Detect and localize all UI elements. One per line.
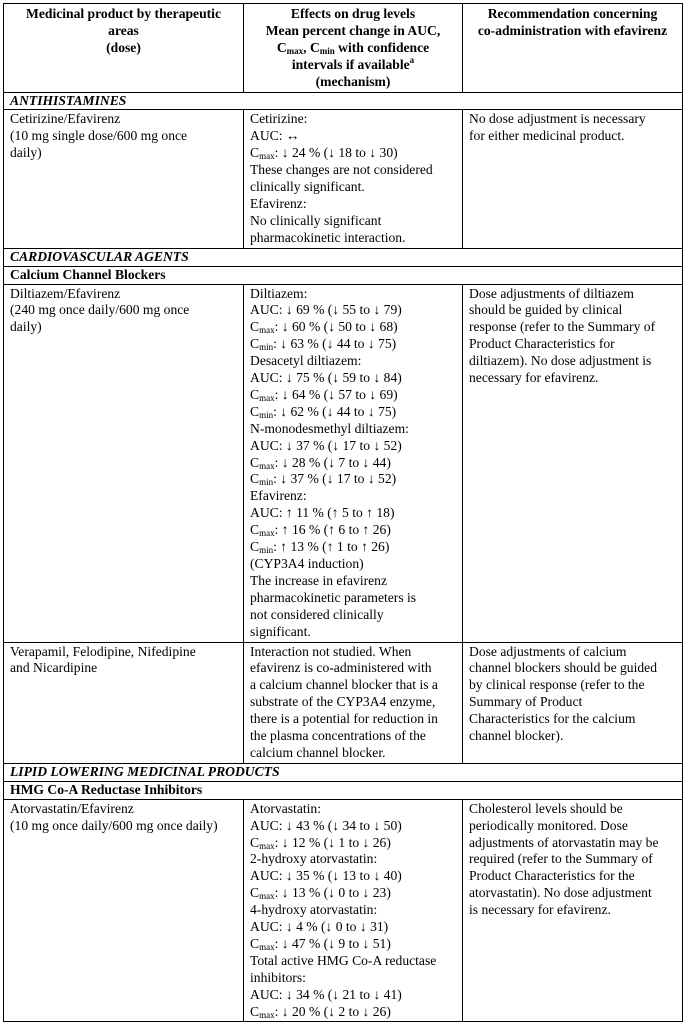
max-sub: max [259, 151, 275, 162]
auc-value: AUC: ↓ 43 % (↓ 34 to ↓ 50) [250, 817, 402, 833]
recommendation-line: Summary of Product [469, 694, 583, 710]
recommendation-line: is necessary for efavirenz. [469, 902, 611, 918]
drug-label: 2-hydroxy atorvastatin: [250, 851, 378, 867]
header-product-line1: Medicinal product by therapeutic [26, 6, 221, 21]
product-dose: daily) [10, 145, 42, 161]
recommendation-line: required (refer to the Summary of [469, 851, 653, 867]
section-cardiovascular: CARDIOVASCULAR AGENTS [4, 248, 683, 266]
min-sub: min [259, 477, 274, 488]
section-antihistamines: ANTIHISTAMINES [4, 92, 683, 110]
c-label: C [250, 145, 260, 161]
c-label: C [250, 539, 260, 555]
header-effects-tail: with confidence [334, 39, 430, 55]
recommendation-line: Product Characteristics for the [469, 868, 635, 884]
recommendation-cell [463, 284, 683, 642]
product-name: Atorvastatin/Efavirenz [10, 800, 134, 816]
c-label: C [276, 39, 287, 55]
c-label: C [250, 885, 260, 901]
recommendation-line: periodically monitored. Dose [469, 817, 628, 833]
max-sub: max [286, 45, 304, 56]
max-sub: max [259, 840, 275, 851]
subsection-row [4, 266, 683, 284]
drug-label: Efavirenz: [250, 195, 307, 211]
recommendation-line: No dose adjustment is necessary [469, 111, 646, 127]
c-label: C [250, 386, 260, 402]
max-sub: max [259, 891, 275, 902]
product-cell [4, 110, 244, 248]
recommendation-line: should be guided by clinical [469, 302, 623, 318]
cmax-line [250, 145, 456, 162]
product-dose: (10 mg once daily/600 mg once daily) [10, 817, 218, 833]
cmax-line [250, 455, 456, 472]
cmax-value: : ↓ 60 % (↓ 50 to ↓ 68) [274, 319, 398, 335]
effects-line: substrate of the CYP3A4 enzyme, [250, 694, 436, 710]
max-sub: max [259, 941, 275, 952]
auc-value: AUC: ↔ [250, 128, 300, 144]
recommendation-line: channel blocker). [469, 728, 564, 744]
effects-line: efavirenz is co-administered with [250, 660, 432, 676]
note: not considered clinically [250, 606, 384, 622]
recommendation-line: diltiazem). No dose adjustment is [469, 353, 652, 369]
min-sub: min [259, 545, 274, 556]
cmin-line [250, 404, 456, 421]
header-effects [244, 4, 463, 93]
product-cell [4, 642, 244, 763]
effects-cell [244, 642, 463, 763]
header-effects-line2: Mean percent change in AUC, [265, 22, 441, 38]
cmax-value: : ↓ 64 % (↓ 57 to ↓ 69) [274, 386, 398, 402]
effects-line: a calcium channel blocker that is a [250, 677, 438, 693]
cmax-value: : ↓ 13 % (↓ 0 to ↓ 23) [274, 885, 391, 901]
drug-label: N-monodesmethyl diltiazem: [250, 420, 409, 436]
cmax-value: : ↓ 20 % (↓ 2 to ↓ 26) [274, 1003, 391, 1019]
max-sub: max [259, 325, 275, 336]
c-label: C [250, 1003, 260, 1019]
header-product-line2: areas [108, 22, 139, 38]
recommendation-cell [463, 642, 683, 763]
interaction-table [3, 3, 683, 1022]
recommendation-line: Characteristics for the calcium [469, 711, 636, 727]
note: pharmacokinetic interaction. [250, 229, 406, 245]
product-cell [4, 799, 244, 1022]
min-sub: min [259, 342, 274, 353]
effects-cell [244, 110, 463, 248]
drug-label: 4-hydroxy atorvastatin: [250, 902, 378, 918]
section-row [4, 763, 683, 781]
cmin-value: : ↓ 37 % (↓ 17 to ↓ 52) [273, 471, 397, 487]
drug-label: Efavirenz: [250, 488, 307, 504]
header-product-line3: (dose) [106, 39, 141, 55]
max-sub: max [259, 392, 275, 403]
drug-label: Total active HMG Co-A reductase [250, 952, 437, 968]
recommendation-cell [463, 799, 683, 1022]
cmin-value: : ↑ 13 % (↑ 1 to ↑ 26) [273, 539, 390, 555]
product-dose: daily) [10, 319, 42, 335]
drug-label: Desacetyl diltiazem: [250, 353, 362, 369]
table-row [4, 110, 683, 248]
auc-value: AUC: ↓ 4 % (↓ 0 to ↓ 31) [250, 919, 389, 935]
effects-cell [244, 284, 463, 642]
note: significant. [250, 623, 311, 639]
recommendation-line: Cholesterol levels should be [469, 800, 623, 816]
mechanism: (CYP3A4 induction) [250, 556, 364, 571]
product-name: Diltiazem/Efavirenz [10, 285, 121, 301]
auc-value: AUC: ↓ 75 % (↓ 59 to ↓ 84) [250, 370, 402, 386]
c-label: C [250, 336, 260, 352]
cmax-line [250, 522, 456, 539]
cmax-line [250, 319, 456, 336]
recommendation-line: atorvastatin). No dose adjustment [469, 885, 652, 901]
comma-c: , C [303, 39, 320, 55]
drug-label: Cetirizine: [250, 111, 308, 127]
section-row [4, 248, 683, 266]
table-row [4, 284, 683, 642]
c-label: C [250, 834, 260, 850]
c-label: C [250, 935, 260, 951]
header-rec-line2: co-administration with efavirenz [477, 22, 668, 38]
effects-line: calcium channel blocker. [250, 744, 386, 760]
product-name: and Nicardipine [10, 660, 98, 676]
max-sub: max [259, 460, 275, 471]
c-label: C [250, 403, 260, 419]
cmax-value: : ↑ 16 % (↑ 6 to ↑ 26) [274, 522, 391, 538]
subsection-hmg: HMG Co-A Reductase Inhibitors [4, 781, 683, 799]
recommendation-line: Product Characteristics for [469, 336, 615, 352]
cmin-line [250, 471, 456, 488]
auc-value: AUC: ↑ 11 % (↑ 5 to ↑ 18) [250, 505, 395, 521]
note: clinically significant. [250, 179, 365, 195]
note: No clinically significant [250, 212, 382, 228]
header-row [4, 4, 683, 93]
header-rec-line1: Recommendation concerning [487, 6, 658, 21]
product-name: Cetirizine/Efavirenz [10, 111, 121, 127]
c-label: C [250, 471, 260, 487]
cmax-value: : ↓ 28 % (↓ 7 to ↓ 44) [274, 454, 391, 470]
section-lipid-lowering: LIPID LOWERING MEDICINAL PRODUCTS [4, 763, 683, 781]
product-name: Verapamil, Felodipine, Nifedipine [10, 643, 196, 659]
cmin-line [250, 336, 456, 353]
auc-value: AUC: ↓ 37 % (↓ 17 to ↓ 52) [250, 437, 402, 453]
cmax-value: : ↓ 24 % (↓ 18 to ↓ 30) [274, 145, 398, 161]
note: The increase in efavirenz [250, 572, 387, 588]
auc-value: AUC: ↓ 34 % (↓ 21 to ↓ 41) [250, 986, 402, 1002]
product-dose: (10 mg single dose/600 mg once [10, 128, 188, 144]
table-row [4, 799, 683, 1022]
recommendation-line: necessary for efavirenz. [469, 370, 599, 386]
max-sub: max [259, 1009, 275, 1020]
max-sub: max [259, 528, 275, 539]
cmax-value: : ↓ 12 % (↓ 1 to ↓ 26) [274, 834, 391, 850]
drug-label: inhibitors: [250, 969, 306, 985]
product-cell [4, 284, 244, 642]
cmax-line [250, 1004, 456, 1021]
header-recommendation [463, 4, 683, 93]
cmax-line [250, 936, 456, 953]
recommendation-line: by clinical response (refer to the [469, 677, 645, 693]
section-row [4, 92, 683, 110]
subsection-row [4, 781, 683, 799]
cmin-value: : ↓ 63 % (↓ 44 to ↓ 75) [273, 336, 397, 352]
note: These changes are not considered [250, 162, 433, 178]
effects-line: the plasma concentrations of the [250, 728, 426, 744]
cmin-value: : ↓ 62 % (↓ 44 to ↓ 75) [273, 403, 397, 419]
cmax-line [250, 387, 456, 404]
header-effects-line4 [250, 54, 456, 74]
cmax-line [250, 885, 456, 902]
effects-line: there is a potential for reduction in [250, 711, 438, 727]
table-row [4, 642, 683, 763]
header-effects-line3 [250, 40, 456, 57]
auc-value: AUC: ↓ 35 % (↓ 13 to ↓ 40) [250, 868, 402, 884]
recommendation-line: for either medicinal product. [469, 128, 625, 144]
c-label: C [250, 319, 260, 335]
cmax-line [250, 835, 456, 852]
ci-label: intervals if available [291, 56, 410, 72]
min-sub: min [319, 45, 335, 56]
product-dose: (240 mg once daily/600 mg once [10, 302, 190, 318]
footnote-marker: a [409, 54, 415, 65]
drug-label: Diltiazem: [250, 285, 308, 301]
recommendation-line: Dose adjustments of calcium [469, 643, 627, 659]
header-effects-line1: Effects on drug levels [290, 6, 416, 21]
recommendation-cell [463, 110, 683, 248]
c-label: C [250, 522, 260, 538]
recommendation-line: Dose adjustments of diltiazem [469, 285, 634, 301]
effects-line: Interaction not studied. When [250, 643, 412, 659]
drug-label: Atorvastatin: [250, 800, 321, 816]
effects-cell [244, 799, 463, 1022]
header-effects-line5: (mechanism) [315, 73, 391, 89]
recommendation-line: channel blockers should be guided [469, 660, 657, 676]
recommendation-line: adjustments of atorvastatin may be [469, 834, 659, 850]
min-sub: min [259, 409, 274, 420]
c-label: C [250, 454, 260, 470]
auc-value: AUC: ↓ 69 % (↓ 55 to ↓ 79) [250, 302, 402, 318]
note: pharmacokinetic parameters is [250, 589, 417, 605]
header-product [4, 4, 244, 93]
recommendation-line: response (refer to the Summary of [469, 319, 656, 335]
cmin-line [250, 539, 456, 556]
subsection-calcium-channel: Calcium Channel Blockers [4, 266, 683, 284]
cmax-value: : ↓ 47 % (↓ 9 to ↓ 51) [274, 935, 391, 951]
